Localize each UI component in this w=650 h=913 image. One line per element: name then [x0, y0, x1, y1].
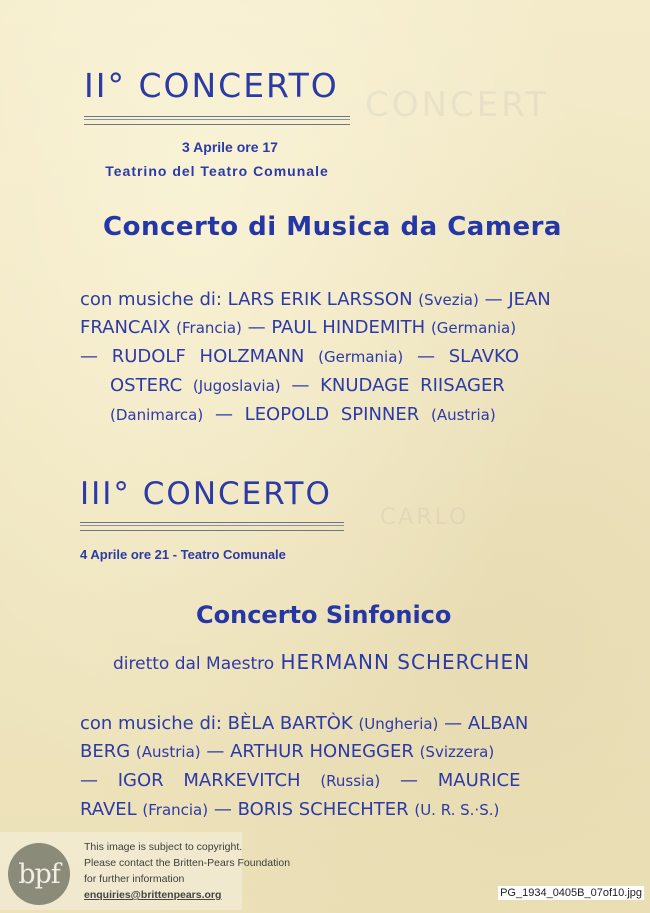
program-text: — KNUDAGE RIISAGER — [291, 375, 505, 396]
country-label: (Francia) — [142, 801, 209, 819]
concert-3-date-venue: 4 Aprile ore 21 - Teatro Comunale — [80, 547, 286, 562]
concert-2-divider — [84, 116, 350, 125]
program-text: — ARTHUR HONEGGER — [206, 741, 414, 762]
concert-3-title: Concerto Sinfonico — [196, 601, 452, 629]
concert-3-divider — [80, 522, 344, 531]
program-text: con musiche di: LARS ERIK LARSSON — [80, 289, 413, 310]
program-text: — ALBAN — [444, 713, 529, 734]
country-label: (Germania) — [318, 348, 404, 366]
program-text: — RUDOLF HOLZMANN — [80, 346, 305, 367]
program-text: — JEAN — [484, 289, 551, 310]
country-label: (Danimarca) — [110, 406, 204, 424]
program-text: — PAUL HINDEMITH — [247, 317, 426, 338]
conductor-name: HERMANN SCHERCHEN — [280, 650, 531, 674]
program-line — [80, 741, 494, 762]
info-notice: for further information — [84, 873, 185, 885]
country-label: (Ungheria) — [358, 715, 439, 733]
program-text: BERG — [80, 741, 131, 762]
bpf-logo — [8, 843, 70, 905]
show-through-text: CARLO — [380, 505, 470, 530]
program-text: con musiche di: BÈLA BARTÒK — [80, 713, 353, 734]
program-line — [80, 317, 516, 338]
program-line — [80, 799, 499, 820]
copyright-notice: This image is subject to copyright. — [84, 841, 243, 853]
concert-2-date-time: 3 Aprile ore 17 — [182, 139, 278, 155]
program-text: — BORIS SCHECHTER — [213, 799, 409, 820]
program-line — [80, 289, 551, 310]
concert-2-title: Concerto di Musica da Camera — [103, 212, 562, 242]
conductor-prefix: diretto dal Maestro — [113, 654, 275, 674]
filename-label: PG_1934_0405B_07of10.jpg — [500, 887, 642, 899]
program-text: — LEOPOLD SPINNER — [214, 404, 420, 425]
program-text: FRANCAIX — [80, 317, 171, 338]
program-line — [80, 713, 528, 734]
country-label: (U. R. S.·S.) — [414, 801, 500, 819]
program-line — [110, 375, 505, 396]
concert-3-heading: III° CONCERTO — [80, 476, 332, 512]
country-label: (Austria) — [135, 743, 201, 761]
email-link[interactable]: enquiries@brittenpears.org — [84, 889, 222, 901]
country-label: (Francia) — [176, 319, 242, 337]
program-line — [80, 346, 519, 367]
program-line — [110, 404, 496, 425]
logo-text: bpf — [18, 858, 60, 890]
concert-2-venue: Teatrino del Teatro Comunale — [105, 163, 329, 179]
concert-3-conductor-line — [113, 650, 530, 674]
country-label: (Russia) — [320, 772, 381, 790]
country-label: (Svizzera) — [419, 743, 495, 761]
concert-2-heading: II° CONCERTO — [84, 66, 339, 105]
program-text: OSTERC — [110, 375, 183, 396]
country-label: (Svezia) — [418, 291, 479, 309]
program-text: RAVEL — [80, 799, 137, 820]
country-label: (Jugoslavia) — [192, 377, 281, 395]
program-text: — SLAVKO — [416, 346, 520, 367]
program-text: — IGOR MARKEVITCH — [80, 770, 301, 791]
program-line — [80, 770, 521, 791]
program-text: — MAURICE — [400, 770, 521, 791]
show-through-text: CONCERT — [365, 85, 550, 125]
country-label: (Germania) — [430, 319, 517, 337]
country-label: (Austria) — [431, 406, 496, 424]
contact-notice: Please contact the Britten-Pears Foundation — [84, 857, 291, 869]
